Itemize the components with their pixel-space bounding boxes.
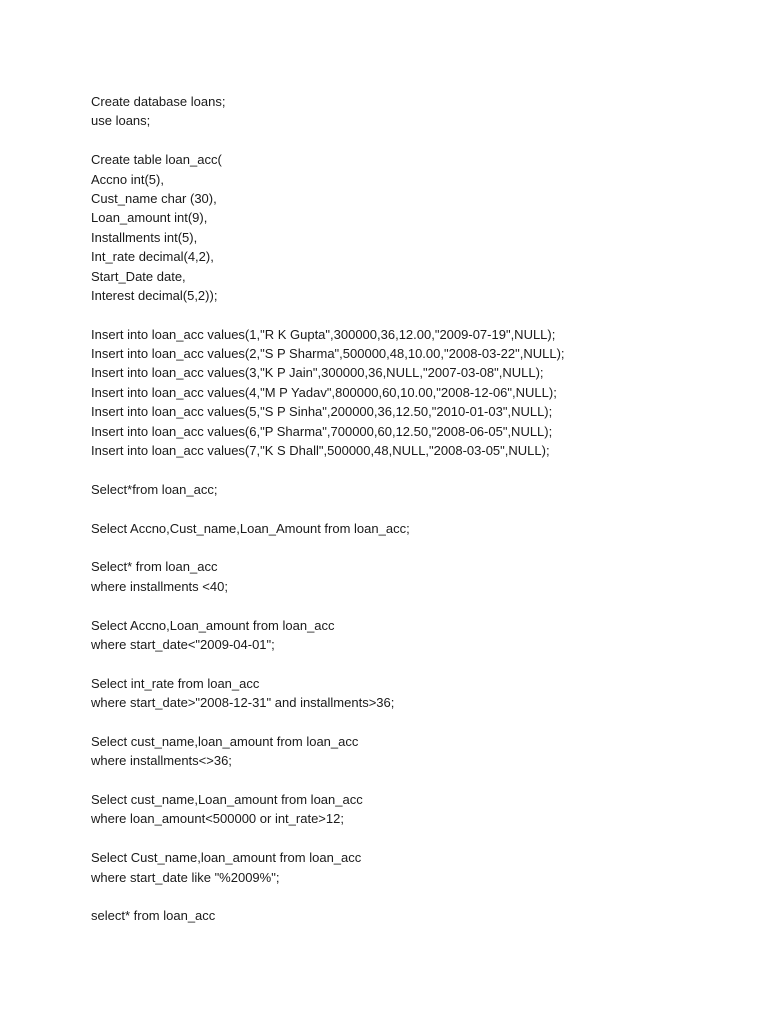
blank-line — [91, 305, 731, 324]
text-line: where installments <40; — [91, 578, 228, 594]
blank-line — [91, 499, 731, 518]
text-line: Select Accno,Loan_amount from loan_acc — [91, 617, 335, 633]
blank-line — [91, 829, 731, 848]
text-line: Interest decimal(5,2)); — [91, 287, 218, 303]
text-line: Create table loan_acc( — [91, 152, 222, 168]
blank-line — [91, 887, 731, 906]
blank-line — [91, 771, 731, 790]
text-line: Insert into loan_acc values(6,"P Sharma",700000,60,12.50,"2008-06-05",NULL); — [91, 423, 553, 439]
text-line: Installments int(5), — [91, 229, 198, 245]
text-line: Accno int(5), — [91, 171, 164, 187]
text-line: select* from loan_acc — [91, 908, 216, 924]
text-line: Create database loans; — [91, 94, 226, 109]
text-line: use loans; — [91, 113, 151, 129]
text-line: Start_Date date, — [91, 268, 186, 284]
blank-line — [91, 131, 731, 150]
sql-script-text — [91, 92, 731, 926]
blank-line — [91, 538, 731, 557]
text-line: Select int_rate from loan_acc — [91, 675, 260, 691]
text-line: Select cust_name,Loan_amount from loan_acc — [91, 792, 363, 808]
text-line: where installments<>36; — [91, 753, 232, 769]
text-line: Select Cust_name,loan_amount from loan_acc — [91, 850, 362, 866]
text-line: Insert into loan_acc values(1,"R K Gupta",300000,36,12.00,"2009-07-19",NULL); — [91, 326, 556, 342]
text-line: Insert into loan_acc values(2,"S P Sharma",500000,48,10.00,"2008-03-22",NULL); — [91, 346, 565, 362]
text-line: Insert into loan_acc values(3,"K P Jain",300000,36,NULL,"2007-03-08",NULL); — [91, 365, 544, 381]
blank-line — [91, 713, 731, 732]
text-line: Select* from loan_acc — [91, 559, 218, 575]
text-line: Insert into loan_acc values(7,"K S Dhall",500000,48,NULL,"2008-03-05",NULL); — [91, 443, 550, 459]
text-line: Insert into loan_acc values(5,"S P Sinha",200000,36,12.50,"2010-01-03",NULL); — [91, 404, 553, 420]
text-line: Select cust_name,loan_amount from loan_acc — [91, 733, 359, 749]
text-line: Int_rate decimal(4,2), — [91, 249, 214, 265]
text-line: Insert into loan_acc values(4,"M P Yadav",800000,60,10.00,"2008-12-06",NULL); — [91, 384, 557, 400]
text-line: where start_date like "%2009%"; — [91, 869, 280, 885]
text-line: where loan_amount<500000 or int_rate>12; — [91, 811, 344, 827]
text-line: Select Accno,Cust_name,Loan_Amount from loan_acc; — [91, 520, 410, 536]
blank-line — [91, 654, 731, 673]
text-line: Select*from loan_acc; — [91, 481, 218, 497]
text-line: where start_date<"2009-04-01"; — [91, 636, 275, 652]
blank-line — [91, 596, 731, 615]
blank-line — [91, 460, 731, 479]
text-line: Cust_name char (30), — [91, 190, 217, 206]
text-line: Loan_amount int(9), — [91, 210, 208, 226]
text-line: where start_date>"2008-12-31" and installments>36; — [91, 695, 395, 711]
